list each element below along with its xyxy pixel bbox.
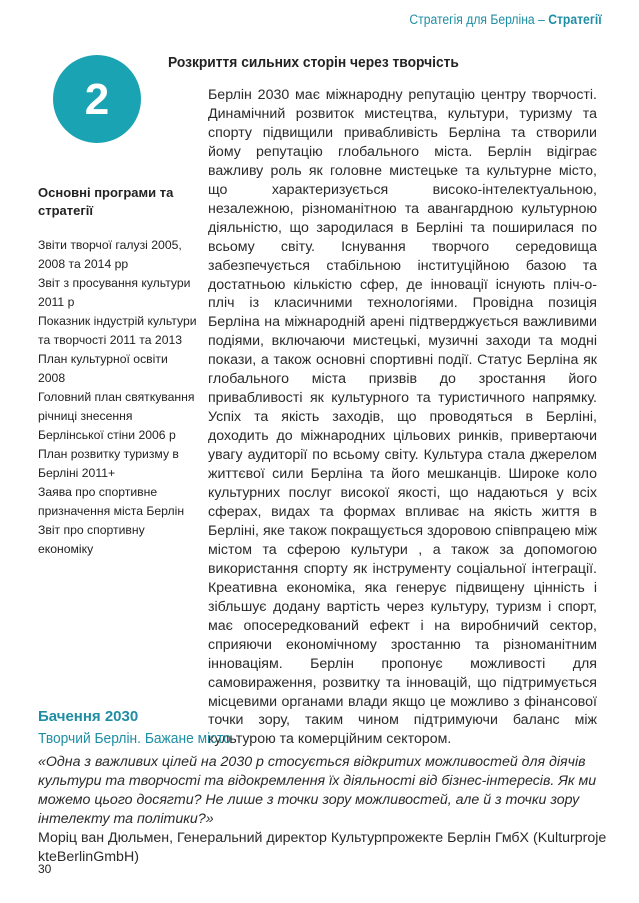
sidebar-item: Показник індустрій культури та творчості 2011 та 2013 [38, 314, 197, 347]
header-bold: Стратегії [548, 12, 602, 27]
sidebar-item: План розвитку туризму в Берліні 2011+ [38, 447, 179, 480]
sidebar-item: Головний план святкування річниці знесення Берлінської стіни 2006 р [38, 390, 195, 442]
running-header [410, 12, 602, 27]
sidebar-programs [38, 184, 198, 559]
section-title: Розкриття сильних сторін через творчість [168, 54, 459, 71]
vision-quote: «Одна з важливих цілей на 2030 р стосується відкритих можливостей для діячів культури та творчості та відокремлення їх діяльності від бізнес-інтересів. Як ми можемо цього досягти? Не лише з точки зору можливостей, але й з точки зору інтелекту та політики?» [38, 754, 597, 827]
sidebar-item: Звіти творчої галузі 2005, 2008 та 2014 рр [38, 238, 182, 271]
header-prefix: Стратегія для Берліна – [409, 12, 549, 27]
sidebar-list [38, 236, 198, 559]
sidebar-title: Основні програми та стратегії [38, 185, 174, 218]
vision-title: Бачення 2030 [38, 708, 139, 725]
body-text: Берлін 2030 має міжнародну репутацію центру творчості. Динамічний розвиток мистецтва, культури, туризму та спорту підвищили привабливість Берліна та створили йому репутацію глобального міста. Берлін відіграє важливу роль як головне мистецьке та культурне місто, що характеризується високо-інтелектуальною, незалежною, різноманітною та авангардною культурною діяльністю, що зародилася в Берліні та поширилася по всьому світу. Існування творчого середовища забезпечується стабільною інституційною базою та достатньою кількістю сфер, де інновації існують пліч-о-пліч із класичними технологіями. Провідна позиція Берліна на міжнародній арені підтверджується важливими подіями, включаючи мистецькі, музичні заходи та модні покази, а також основні спортивні події. Статус Берліна як глобального міста призвів до зростання його привабливості як культурного та туристичного напрямку. Успіх та якість заходів, що проводяться в Берліні, доходить до міжнародних цільових ринків, привертаючи увагу аудиторії по всьому світу. Культура стала джерелом життєвої сили Берліна та його мешканців. Широке коло культурних послуг високої якості, що надаються у всіх сферах, видах та формах впливає на якість життя в Берліні, яке також покращується здоровою співпрацею між містом та сферою культури , а також за допомогою використання спорту як інструменту соціальної інтеграції. Креативна економіка, яка генерує підвищену цінність і зібльшує додану вартість через культуру, туризм і спорт, має опосередкований ефект і на виробничий сектор, сприяючи економічному зростанню та різноманітним інноваціям. Берлін пропонує можливості для самовираження, розвитку та інновацій, що підтримується місцевими органами влади якщо це можливо з фінансової точки зору, таким чином підтримуючи баланс між культурою та комерційним сектором. [208, 87, 597, 748]
section-number-badge [52, 54, 142, 144]
quote-attribution: Моріц ван Дюльмен, Генеральний директор Культурпрожекте Берлін ГмбХ (KulturprojekteBerlinGmbH) [38, 830, 607, 865]
sidebar-item: Звіт про спортивну економіку [38, 523, 145, 556]
vision-subtitle: Творчий Берлін. Бажане місто [38, 730, 231, 747]
sidebar-item: Заява про спортивне призначення міста Берлін [38, 485, 185, 518]
sidebar-item: План культурної освіти 2008 [38, 352, 168, 385]
vision-section [38, 707, 608, 867]
page-number: 30 [38, 862, 52, 876]
sidebar-item: Звіт з просування культури 2011 р [38, 276, 191, 309]
badge-number: 2 [84, 75, 110, 124]
